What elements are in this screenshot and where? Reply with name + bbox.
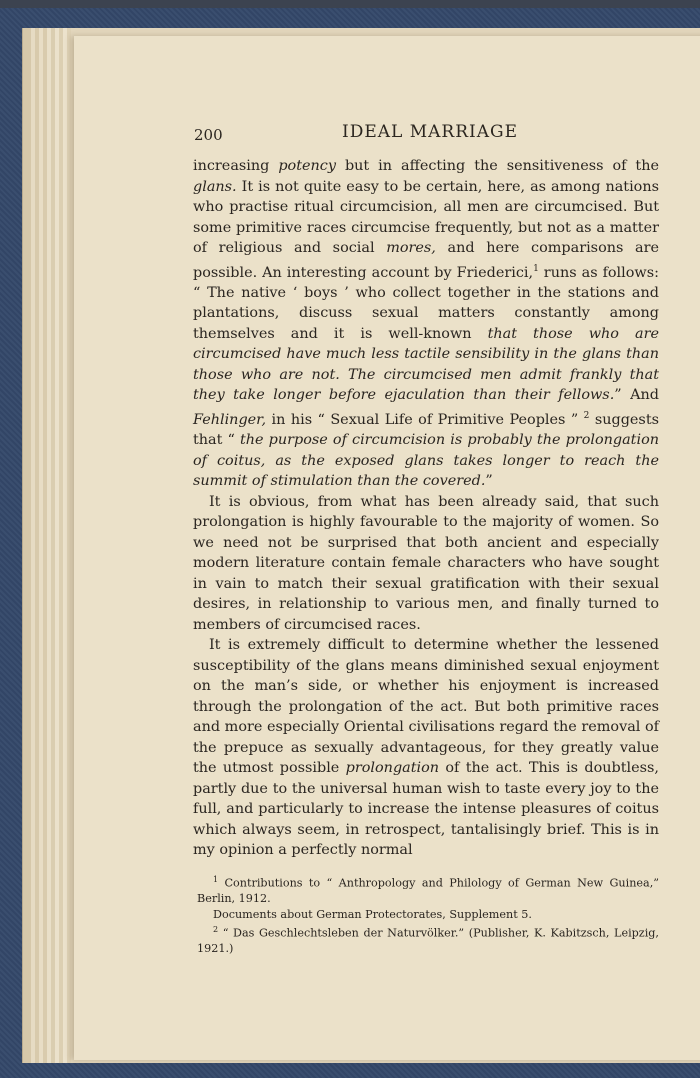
page-number: 200 [194,126,223,144]
page-header [194,120,654,150]
body-text [193,156,659,861]
footnotes [197,872,659,957]
paragraph-1: increasing potency but in affecting the sensitiveness of the glans. It is not quite easy to be certain, here, as among nations who practise ritual circumcision, all men are circumcised. But some primitive races circumcise frequently, but not as a matter of religious and social mores, and here comparisons are possible. An interesting account by Friederici,$^1$ runs as follows: “ The native ‘ boys ’ who collect together in the stations and plantations, discuss sexual matters constantly among themselves and it is well-known that those who are circumcised have much less tactile sensibility in the glans than those who are not. The circumcised men admit frankly that they take longer before ejaculation than their fellows.” And Fehlinger, in his “ Sexual Life of Primitive Peoples ” $^2$ suggests that “ the purpose of circumcision is probably the prolongation of coitus, as the exposed glans takes longer to reach the summit of stimulation than the covered.” [193,158,659,490]
footnote-2: $^2$ “ Das Geschlechtsleben der Naturvölker.” (Publisher, K. Kabitzsch, Leipzig, 1921.) [197,925,659,956]
paragraph-2: It is obvious, from what has been already said, that such prolongation is highly favourable to the majority of women. So we need not be surprised that both ancient and especially modern literature contain female characters who have sought in vain to match their sexual gratification with their sexual desires, in relationship to various men, and finally turned to members of circumcised races. [193,493,659,633]
footnote-1-continued: Documents about German Protectorates, Supplement 5. [213,907,532,921]
footnote-1: $^1$ Contributions to “ Anthropology and Philology of German New Guinea,” Berlin, 1912. [197,875,659,906]
footnote-ref-1: 1 [533,263,539,274]
paragraph-3: It is extremely difficult to determine whether the lessened susceptibility of the glans means diminished sexual enjoyment on the man’s side, or whether his enjoyment is increased through the prolongation of the act. But both primitive races and more especially Oriental civilisations regard the removal of the prepuce as sexually advantageous, for they greatly value the utmost possible prolongation of the act. This is doubtless, partly due to the universal human wish to taste every joy to the full, and particularly to increase the intense pleasures of coitus which always seem, in retrospect, tantalisingly brief. This is in my opinion a perfectly normal [193,637,659,859]
footnote-ref-2: 2 [583,410,590,421]
running-title: IDEAL MARRIAGE [342,122,518,142]
